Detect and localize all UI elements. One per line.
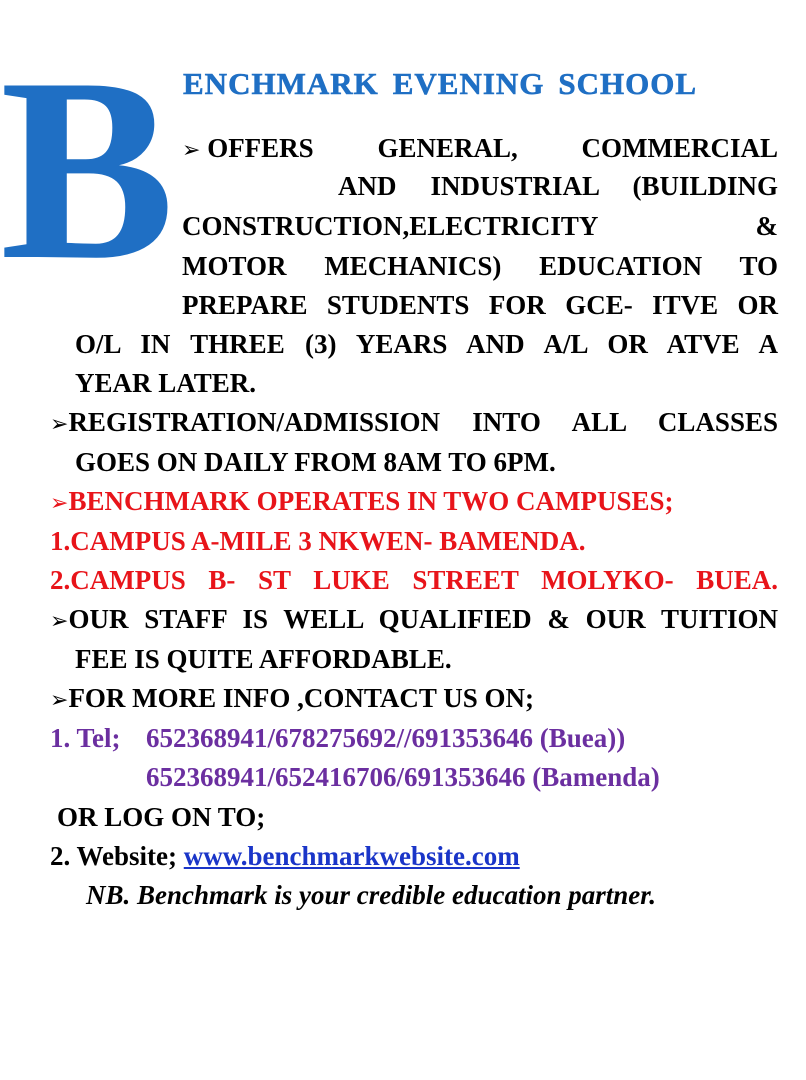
offers-line-3 — [182, 208, 778, 244]
staff-line-2: FEE IS QUITE AFFORDABLE. — [75, 644, 452, 674]
registration-line-2: GOES ON DAILY FROM 8AM TO 6PM. — [75, 447, 556, 477]
nb-note: NB. Benchmark is your credible education partner. — [86, 880, 657, 910]
offers-line-6-text: O/L IN THREE (3) YEARS AND A/L OR ATVE A — [75, 329, 778, 359]
offers-line-3-word-2: & — [755, 211, 778, 241]
or-log-on: OR LOG ON TO; — [57, 802, 266, 832]
arrow-icon: ➢ — [50, 609, 69, 634]
campuses-heading — [50, 483, 674, 522]
tel-bamenda: 652368941/652416706/691353646 (Bamenda) — [146, 762, 660, 792]
offers-line-3-word-1: CONSTRUCTION,ELECTRICITY — [182, 211, 599, 241]
campus-a: 1.CAMPUS A-MILE 3 NKWEN- BAMENDA. — [50, 526, 586, 556]
arrow-icon: ➢ — [50, 491, 69, 516]
offers-line-2 — [338, 168, 778, 204]
offers-line-6 — [75, 326, 778, 362]
website-link[interactable]: www.benchmarkwebsite.com — [183, 841, 520, 871]
offers-line-2-text: AND INDUSTRIAL (BUILDING — [338, 171, 778, 201]
school-title — [183, 66, 697, 102]
offers-word-1: OFFERS — [207, 133, 314, 163]
staff-line-1 — [50, 601, 778, 640]
offers-line-4 — [182, 248, 778, 284]
arrow-icon: ➢ — [50, 412, 69, 437]
registration-line-1 — [50, 404, 778, 443]
arrow-icon: ➢ — [182, 138, 201, 163]
offers-line-5 — [182, 287, 778, 323]
tel-label: 1. Tel; — [50, 723, 121, 753]
dropcap-letter: B — [0, 24, 175, 314]
tel-buea: 652368941/678275692//691353646 (Buea)) — [146, 723, 626, 753]
campus-b-text: 2.CAMPUS B- ST LUKE STREET MOLYKO- BUEA. — [50, 565, 778, 595]
staff-text-1: OUR STAFF IS WELL QUALIFIED & OUR TUITION — [68, 604, 778, 634]
title-word-1: ENCHMARK — [183, 66, 379, 101]
campus-b — [50, 562, 778, 598]
website-line — [50, 838, 520, 874]
website-label: 2. Website; — [50, 841, 177, 871]
title-word-3: SCHOOL — [558, 66, 698, 101]
contact-heading-text: FOR MORE INFO ,CONTACT US ON; — [68, 683, 534, 713]
offers-line-1 — [182, 130, 778, 169]
offers-word-3: COMMERCIAL — [581, 133, 778, 163]
arrow-icon: ➢ — [50, 688, 69, 713]
registration-text-1: REGISTRATION/ADMISSION INTO ALL CLASSES — [68, 407, 778, 437]
offers-line-7: YEAR LATER. — [75, 368, 257, 398]
offers-word-2: GENERAL, — [377, 133, 518, 163]
title-word-2: EVENING — [392, 66, 545, 101]
offers-line-4-text: MOTOR MECHANICS) EDUCATION TO — [182, 251, 778, 281]
offers-line-5-text: PREPARE STUDENTS FOR GCE- ITVE OR — [182, 290, 778, 320]
campuses-heading-text: BENCHMARK OPERATES IN TWO CAMPUSES; — [68, 486, 674, 516]
contact-heading — [50, 680, 534, 719]
